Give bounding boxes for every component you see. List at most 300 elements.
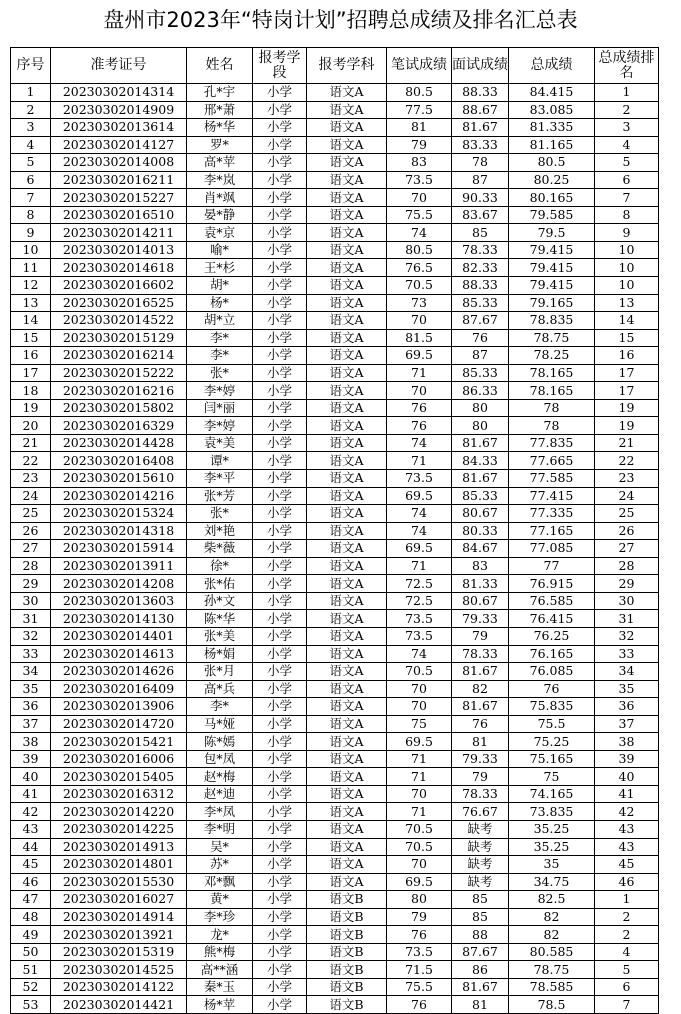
cell-written-score: 73.5 [387,627,452,645]
cell-rank: 35 [595,680,659,698]
cell-subject: 语文A [307,873,387,891]
cell-interview-score: 80.67 [452,505,509,523]
table-row [11,312,659,330]
cell-interview-score: 78.33 [452,241,509,259]
cell-stage: 小学 [253,224,307,242]
cell-index: 29 [11,575,51,593]
cell-interview-score: 81 [452,733,509,751]
cell-index: 10 [11,241,51,259]
cell-written-score: 71.5 [387,961,452,979]
cell-stage: 小学 [253,873,307,891]
cell-subject: 语文A [307,592,387,610]
cell-name: 李* [187,698,253,716]
table-row [11,294,659,312]
cell-rank: 23 [595,470,659,488]
cell-stage: 小学 [253,101,307,119]
cell-name: 罗* [187,136,253,154]
cell-index: 47 [11,891,51,909]
cell-name: 黄* [187,891,253,909]
cell-name: 李* [187,347,253,365]
table-row [11,470,659,488]
cell-index: 18 [11,382,51,400]
cell-total-score: 80.5 [509,154,595,172]
cell-index: 2 [11,101,51,119]
cell-total-score: 79.415 [509,241,595,259]
cell-index: 24 [11,487,51,505]
cell-name: 高*兵 [187,680,253,698]
cell-name: 秦*玉 [187,978,253,996]
cell-interview-score: 87.67 [452,943,509,961]
cell-total-score: 78.75 [509,329,595,347]
cell-index: 32 [11,627,51,645]
cell-index: 30 [11,592,51,610]
cell-stage: 小学 [253,838,307,856]
cell-name: 高*苹 [187,154,253,172]
cell-name: 张*美 [187,627,253,645]
cell-written-score: 72.5 [387,575,452,593]
cell-rank: 38 [595,733,659,751]
cell-subject: 语文A [307,820,387,838]
cell-stage: 小学 [253,891,307,909]
cell-name: 闫*丽 [187,399,253,417]
cell-name: 李*凤 [187,803,253,821]
table-row [11,154,659,172]
cell-index: 51 [11,961,51,979]
cell-index: 15 [11,329,51,347]
table-row [11,84,659,102]
cell-exam-id: 20230302013906 [51,698,187,716]
cell-rank: 42 [595,803,659,821]
table-row [11,663,659,681]
cell-name: 龙* [187,926,253,944]
cell-subject: 语文A [307,259,387,277]
cell-exam-id: 20230302014008 [51,154,187,172]
cell-name: 张*佑 [187,575,253,593]
cell-rank: 17 [595,382,659,400]
cell-rank: 5 [595,961,659,979]
cell-index: 44 [11,838,51,856]
cell-written-score: 73.5 [387,610,452,628]
cell-interview-score: 80.33 [452,522,509,540]
cell-exam-id: 20230302014801 [51,856,187,874]
cell-written-score: 69.5 [387,540,452,558]
cell-name: 徐* [187,557,253,575]
table-row [11,189,659,207]
cell-name: 赵*迪 [187,785,253,803]
cell-subject: 语文A [307,803,387,821]
cell-subject: 语文A [307,189,387,207]
cell-subject: 语文A [307,417,387,435]
cell-stage: 小学 [253,943,307,961]
cell-exam-id: 20230302014318 [51,522,187,540]
cell-exam-id: 20230302016329 [51,417,187,435]
cell-exam-id: 20230302014913 [51,838,187,856]
cell-interview-score: 85 [452,891,509,909]
table-row [11,873,659,891]
cell-interview-score: 79 [452,768,509,786]
cell-written-score: 71 [387,768,452,786]
cell-total-score: 76 [509,680,595,698]
table-row [11,434,659,452]
cell-written-score: 73.5 [387,943,452,961]
table-row [11,557,659,575]
cell-exam-id: 20230302013603 [51,592,187,610]
cell-rank: 2 [595,101,659,119]
cell-subject: 语文A [307,522,387,540]
cell-exam-id: 20230302014421 [51,996,187,1014]
cell-exam-id: 20230302016211 [51,171,187,189]
cell-name: 李*婷 [187,417,253,435]
cell-written-score: 71 [387,803,452,821]
cell-interview-score: 缺考 [452,838,509,856]
cell-interview-score: 81.33 [452,575,509,593]
cell-written-score: 76.5 [387,259,452,277]
cell-exam-id: 20230302015610 [51,470,187,488]
cell-total-score: 78.165 [509,364,595,382]
cell-rank: 1 [595,84,659,102]
cell-interview-score: 76 [452,329,509,347]
cell-name: 包*凤 [187,750,253,768]
cell-rank: 26 [595,522,659,540]
cell-name: 肖*飒 [187,189,253,207]
cell-subject: 语文A [307,329,387,347]
table-row [11,961,659,979]
cell-subject: 语文A [307,277,387,295]
cell-subject: 语文A [307,557,387,575]
cell-exam-id: 20230302014130 [51,610,187,628]
cell-stage: 小学 [253,961,307,979]
cell-interview-score: 84.67 [452,540,509,558]
cell-stage: 小学 [253,698,307,716]
cell-total-score: 80.585 [509,943,595,961]
cell-subject: 语文A [307,154,387,172]
cell-stage: 小学 [253,136,307,154]
cell-rank: 4 [595,943,659,961]
cell-written-score: 70 [387,312,452,330]
cell-total-score: 75.835 [509,698,595,716]
cell-exam-id: 20230302014914 [51,908,187,926]
cell-rank: 24 [595,487,659,505]
cell-interview-score: 83.67 [452,206,509,224]
cell-exam-id: 20230302014220 [51,803,187,821]
cell-subject: 语文A [307,663,387,681]
cell-subject: 语文B [307,891,387,909]
cell-index: 34 [11,663,51,681]
cell-name: 喻* [187,241,253,259]
table-row [11,206,659,224]
cell-exam-id: 20230302014613 [51,645,187,663]
cell-written-score: 71 [387,750,452,768]
cell-index: 52 [11,978,51,996]
cell-written-score: 70.5 [387,277,452,295]
cell-index: 37 [11,715,51,733]
cell-total-score: 76.165 [509,645,595,663]
cell-interview-score: 82.33 [452,259,509,277]
table-row [11,785,659,803]
cell-written-score: 70 [387,189,452,207]
cell-subject: 语文A [307,838,387,856]
cell-total-score: 82 [509,908,595,926]
cell-interview-score: 83.33 [452,136,509,154]
cell-written-score: 70 [387,698,452,716]
cell-written-score: 74 [387,224,452,242]
cell-total-score: 79.415 [509,259,595,277]
table-row [11,838,659,856]
table-row [11,277,659,295]
cell-rank: 4 [595,136,659,154]
cell-exam-id: 20230302014208 [51,575,187,593]
cell-rank: 17 [595,364,659,382]
cell-index: 46 [11,873,51,891]
cell-total-score: 34.75 [509,873,595,891]
cell-interview-score: 86 [452,961,509,979]
cell-subject: 语文A [307,698,387,716]
cell-exam-id: 20230302014525 [51,961,187,979]
cell-index: 35 [11,680,51,698]
cell-subject: 语文B [307,926,387,944]
cell-exam-id: 20230302016214 [51,347,187,365]
cell-rank: 10 [595,241,659,259]
cell-subject: 语文A [307,540,387,558]
cell-exam-id: 20230302014428 [51,434,187,452]
cell-written-score: 69.5 [387,347,452,365]
cell-rank: 19 [595,417,659,435]
cell-rank: 41 [595,785,659,803]
cell-exam-id: 20230302015914 [51,540,187,558]
table-row [11,943,659,961]
table-row [11,891,659,909]
cell-name: 晏*静 [187,206,253,224]
cell-rank: 10 [595,277,659,295]
cell-name: 陈*嫣 [187,733,253,751]
cell-subject: 语文A [307,785,387,803]
cell-subject: 语文A [307,312,387,330]
table-row [11,627,659,645]
cell-rank: 15 [595,329,659,347]
cell-total-score: 80.25 [509,171,595,189]
cell-interview-score: 84.33 [452,452,509,470]
cell-name: 柴*薇 [187,540,253,558]
cell-subject: 语文A [307,171,387,189]
header-rank: 总成绩排名 [595,48,659,84]
header-index: 序号 [11,48,51,84]
cell-interview-score: 81.67 [452,470,509,488]
header-subject: 报考学科 [307,48,387,84]
cell-interview-score: 76.67 [452,803,509,821]
table-row [11,136,659,154]
cell-stage: 小学 [253,733,307,751]
cell-interview-score: 缺考 [452,873,509,891]
cell-exam-id: 20230302016216 [51,382,187,400]
cell-written-score: 74 [387,505,452,523]
cell-written-score: 76 [387,417,452,435]
cell-subject: 语文A [307,101,387,119]
cell-written-score: 70.5 [387,820,452,838]
cell-written-score: 81 [387,119,452,137]
cell-written-score: 69.5 [387,873,452,891]
cell-index: 39 [11,750,51,768]
cell-stage: 小学 [253,978,307,996]
cell-total-score: 77.585 [509,470,595,488]
cell-rank: 43 [595,838,659,856]
cell-exam-id: 20230302016408 [51,452,187,470]
cell-total-score: 77.335 [509,505,595,523]
cell-subject: 语文A [307,610,387,628]
cell-name: 赵*梅 [187,768,253,786]
cell-exam-id: 20230302016006 [51,750,187,768]
cell-stage: 小学 [253,452,307,470]
cell-interview-score: 80.67 [452,592,509,610]
cell-written-score: 69.5 [387,733,452,751]
cell-interview-score: 88 [452,926,509,944]
header-stage: 报考学段 [253,48,307,84]
cell-rank: 37 [595,715,659,733]
cell-total-score: 35.25 [509,838,595,856]
cell-interview-score: 85 [452,224,509,242]
cell-name: 高**涵 [187,961,253,979]
table-row [11,347,659,365]
cell-stage: 小学 [253,399,307,417]
cell-name: 马*娅 [187,715,253,733]
cell-name: 杨* [187,294,253,312]
cell-written-score: 77.5 [387,101,452,119]
cell-rank: 31 [595,610,659,628]
cell-stage: 小学 [253,680,307,698]
cell-written-score: 74 [387,522,452,540]
cell-exam-id: 20230302014909 [51,101,187,119]
cell-written-score: 79 [387,908,452,926]
cell-written-score: 70.5 [387,663,452,681]
cell-index: 48 [11,908,51,926]
table-row [11,101,659,119]
cell-name: 孙*文 [187,592,253,610]
cell-exam-id: 20230302014127 [51,136,187,154]
cell-written-score: 74 [387,434,452,452]
cell-interview-score: 80 [452,417,509,435]
cell-exam-id: 20230302013614 [51,119,187,137]
cell-total-score: 75.5 [509,715,595,733]
cell-interview-score: 81.67 [452,119,509,137]
cell-written-score: 81.5 [387,329,452,347]
cell-written-score: 75.5 [387,206,452,224]
cell-stage: 小学 [253,241,307,259]
table-row [11,645,659,663]
cell-exam-id: 20230302014522 [51,312,187,330]
cell-name: 孔*宇 [187,84,253,102]
cell-index: 50 [11,943,51,961]
cell-stage: 小学 [253,715,307,733]
table-row [11,119,659,137]
cell-total-score: 76.915 [509,575,595,593]
cell-name: 李*珍 [187,908,253,926]
cell-rank: 40 [595,768,659,786]
cell-stage: 小学 [253,820,307,838]
cell-stage: 小学 [253,908,307,926]
cell-written-score: 71 [387,364,452,382]
cell-exam-id: 20230302013911 [51,557,187,575]
cell-written-score: 73.5 [387,171,452,189]
cell-interview-score: 80 [452,399,509,417]
cell-stage: 小学 [253,803,307,821]
cell-rank: 36 [595,698,659,716]
cell-stage: 小学 [253,610,307,628]
cell-interview-score: 81.67 [452,434,509,452]
cell-subject: 语文A [307,575,387,593]
cell-name: 李* [187,329,253,347]
cell-total-score: 82.5 [509,891,595,909]
table-row [11,908,659,926]
cell-exam-id: 20230302014720 [51,715,187,733]
cell-rank: 29 [595,575,659,593]
cell-written-score: 69.5 [387,487,452,505]
cell-exam-id: 20230302015324 [51,505,187,523]
cell-written-score: 83 [387,154,452,172]
cell-subject: 语文B [307,996,387,1014]
cell-index: 33 [11,645,51,663]
cell-total-score: 77 [509,557,595,575]
cell-total-score: 78.165 [509,382,595,400]
cell-index: 1 [11,84,51,102]
cell-index: 12 [11,277,51,295]
table-row [11,733,659,751]
cell-stage: 小学 [253,592,307,610]
cell-written-score: 76 [387,996,452,1014]
cell-stage: 小学 [253,382,307,400]
table-row [11,505,659,523]
cell-stage: 小学 [253,627,307,645]
table-row [11,417,659,435]
cell-interview-score: 87 [452,171,509,189]
cell-index: 36 [11,698,51,716]
cell-rank: 34 [595,663,659,681]
cell-interview-score: 85.33 [452,364,509,382]
cell-index: 23 [11,470,51,488]
cell-written-score: 76 [387,399,452,417]
cell-exam-id: 20230302015421 [51,733,187,751]
cell-total-score: 78.585 [509,978,595,996]
page-title: 盘州市2023年“特岗计划”招聘总成绩及排名汇总表 [103,8,578,32]
cell-stage: 小学 [253,119,307,137]
cell-interview-score: 88.67 [452,101,509,119]
cell-stage: 小学 [253,856,307,874]
table-row [11,610,659,628]
cell-rank: 25 [595,505,659,523]
header-total-score: 总成绩 [509,48,595,84]
cell-rank: 2 [595,926,659,944]
cell-index: 43 [11,820,51,838]
cell-written-score: 73.5 [387,470,452,488]
cell-subject: 语文B [307,961,387,979]
cell-name: 杨*苹 [187,996,253,1014]
cell-written-score: 75.5 [387,978,452,996]
cell-stage: 小学 [253,487,307,505]
cell-subject: 语文A [307,470,387,488]
cell-stage: 小学 [253,347,307,365]
cell-rank: 22 [595,452,659,470]
cell-exam-id: 20230302016602 [51,277,187,295]
cell-subject: 语文A [307,856,387,874]
cell-stage: 小学 [253,84,307,102]
table-row [11,364,659,382]
cell-exam-id: 20230302014314 [51,84,187,102]
cell-stage: 小学 [253,312,307,330]
cell-interview-score: 86.33 [452,382,509,400]
cell-stage: 小学 [253,329,307,347]
table-row [11,996,659,1014]
cell-interview-score: 81.67 [452,978,509,996]
cell-subject: 语文A [307,241,387,259]
cell-total-score: 75.25 [509,733,595,751]
